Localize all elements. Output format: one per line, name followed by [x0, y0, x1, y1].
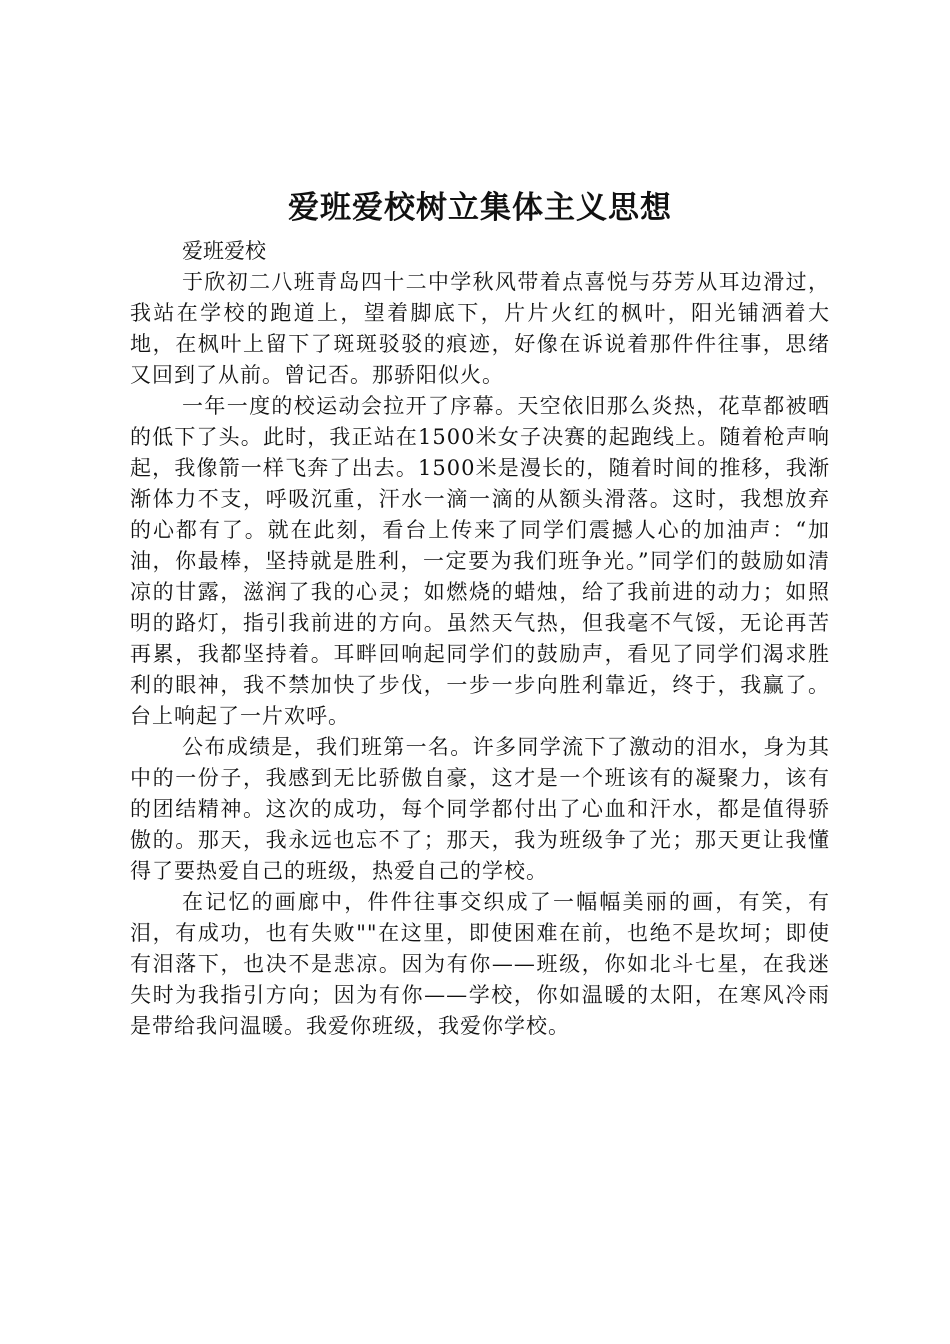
- paragraph-3: 公布成绩是，我们班第一名。许多同学流下了激动的泪水，身为其中的一份子，我感到无比骄傲自豪，这才是一个班该有的凝聚力，该有的团结精神。这次的成功，每个同学都付出了心血和汗水，都是值得骄傲的。那天，我永远也忘不了；那天，我为班级争了光；那天更让我懂得了要热爱自己的班级，热爱自己的学校。: [130, 735, 830, 883]
- document-subtitle: 爱班爱校: [182, 239, 266, 263]
- paragraph-2: 一年一度的校运动会拉开了序幕。天空依旧那么炎热，花草都被晒的低下了头。此时，我正站在1500米女子决赛的起跑线上。随着枪声响起，我像箭一样飞奔了出去。1500米是漫长的，随着时间的推移，我渐渐体力不支，呼吸沉重，汗水一滴一滴的从额头滑落。这时，我想放弃的心都有了。就在此刻，看台上传来了同学们震撼人心的加油声：“加油，你最棒，坚持就是胜利，一定要为我们班争光。”同学们的鼓励如清凉的甘露，滋润了我的心灵；如燃烧的蜡烛，给了我前进的动力；如照明的路灯，指引我前进的方向。虽然天气热，但我毫不气馁，无论再苦再累，我都坚持着。耳畔回响起同学们的鼓励声，看见了同学们渴求胜利的眼神，我不禁加快了步伐，一步一步向胜利靠近，终于，我赢了。台上响起了一片欢呼。: [130, 394, 830, 728]
- paragraph-1: 于欣初二八班青岛四十二中学秋风带着点喜悦与芬芳从耳边滑过，我站在学校的跑道上，望着脚底下，片片火红的枫叶，阳光铺洒着大地，在枫叶上留下了斑斑驳驳的痕迹，好像在诉说着那件件往事，思绪又回到了从前。曾记否。那骄阳似火。: [130, 270, 830, 387]
- document-title: 爱班爱校树立集体主义思想: [288, 190, 672, 226]
- paragraph-4: 在记忆的画廊中，件件往事交织成了一幅幅美丽的画，有笑，有泪，有成功，也有失败""在这里，即使困难在前，也绝不是坎坷；即使有泪落下，也决不是悲凉。因为有你——班级，你如北斗七星，在我迷失时为我指引方向；因为有你——学校，你如温暖的太阳，在寒风冷雨是带给我问温暖。我爱你班级，我爱你学校。: [130, 890, 830, 1038]
- document-page: [130, 186, 830, 1042]
